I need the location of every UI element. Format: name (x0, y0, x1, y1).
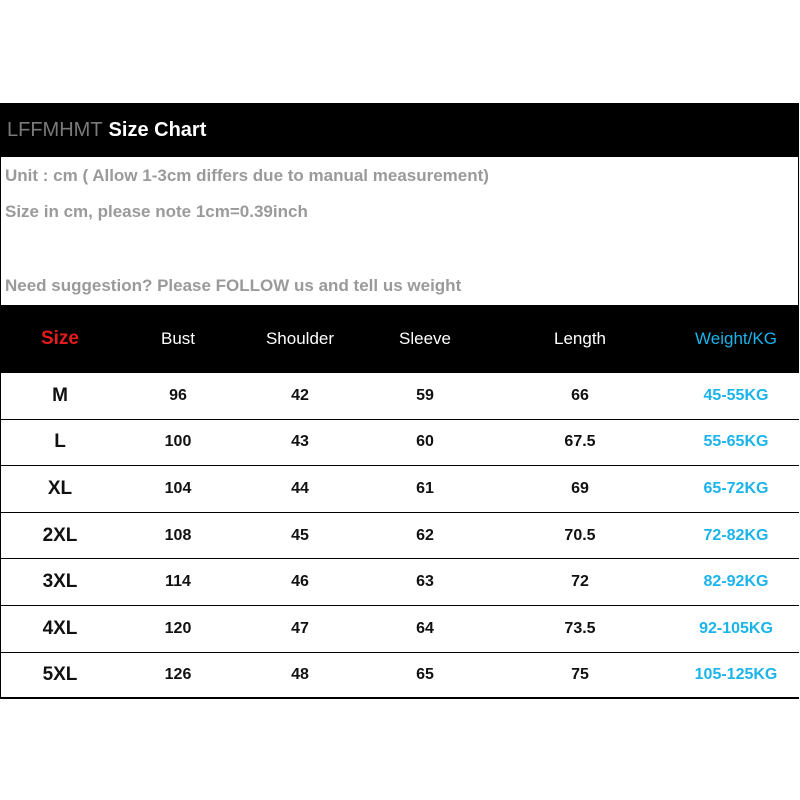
sleeve-cell: 65 (416, 665, 434, 683)
size-cell: L (54, 431, 66, 453)
table-row (1, 606, 799, 653)
bust-cell: 104 (164, 479, 192, 497)
column-header-weight: Weight/KG (695, 329, 777, 348)
table-row (1, 513, 799, 560)
chart-title: Size Chart (108, 118, 207, 141)
brand-name: LFFMHMT (7, 118, 103, 141)
sleeve-cell: 62 (416, 526, 434, 544)
bust-cell: 114 (165, 573, 191, 591)
table-row (1, 373, 799, 420)
shoulder-cell: 47 (291, 619, 309, 637)
sleeve-cell: 64 (416, 619, 434, 637)
bust-cell: 96 (169, 386, 187, 404)
bust-cell: 126 (164, 665, 192, 683)
shoulder-cell: 44 (291, 479, 309, 497)
table-header (1, 305, 799, 373)
weight-cell: 72-82KG (703, 526, 769, 544)
size-cell: 3XL (42, 571, 78, 593)
sleeve-cell: 60 (416, 433, 434, 451)
length-cell: 69 (571, 479, 589, 497)
weight-cell: 45-55KG (703, 386, 769, 404)
suggestion-note: Need suggestion? Please FOLLOW us and tell us weight (5, 276, 462, 295)
size-cell: XL (47, 477, 73, 499)
weight-cell: 65-72KG (703, 479, 769, 497)
sleeve-cell: 61 (416, 479, 434, 497)
table-row (1, 559, 799, 606)
sleeve-cell: 63 (416, 573, 434, 591)
weight-cell: 92-105KG (699, 619, 773, 637)
info-section (1, 157, 799, 305)
size-cell: M (52, 384, 68, 406)
length-cell: 75 (571, 665, 589, 683)
column-header-sleeve: Sleeve (399, 329, 451, 348)
unit-note: Unit : cm ( Allow 1-3cm differs due to manual measurement) (5, 166, 489, 185)
weight-cell: 55-65KG (703, 433, 769, 451)
length-cell: 66 (571, 386, 589, 404)
length-cell: 72 (571, 573, 589, 591)
weight-cell: 82-92KG (703, 573, 769, 591)
table-row (1, 420, 799, 467)
size-cell: 4XL (42, 617, 78, 639)
weight-cell: 105-125KG (694, 665, 778, 683)
bust-cell: 100 (164, 433, 192, 451)
conversion-note: Size in cm, please note 1cm=0.39inch (5, 202, 308, 221)
column-header-shoulder: Shoulder (265, 329, 335, 348)
shoulder-cell: 45 (291, 526, 309, 544)
table-body (1, 373, 799, 699)
length-cell: 73.5 (564, 619, 596, 637)
size-cell: 2XL (42, 524, 78, 546)
size-chart (0, 103, 799, 699)
shoulder-cell: 42 (291, 386, 309, 404)
length-cell: 70.5 (564, 526, 596, 544)
table-row (1, 653, 799, 700)
column-header-length: Length (554, 329, 606, 348)
sleeve-cell: 59 (416, 386, 434, 404)
column-header-bust: Bust (160, 329, 196, 348)
bust-cell: 120 (164, 619, 192, 637)
length-cell: 67.5 (564, 433, 596, 451)
shoulder-cell: 46 (291, 573, 309, 591)
column-header-size: Size (40, 328, 80, 349)
shoulder-cell: 48 (291, 665, 309, 683)
bust-cell: 108 (164, 526, 192, 544)
size-cell: 5XL (42, 663, 78, 685)
table-row (1, 466, 799, 513)
title-bar (1, 103, 799, 157)
shoulder-cell: 43 (291, 433, 309, 451)
